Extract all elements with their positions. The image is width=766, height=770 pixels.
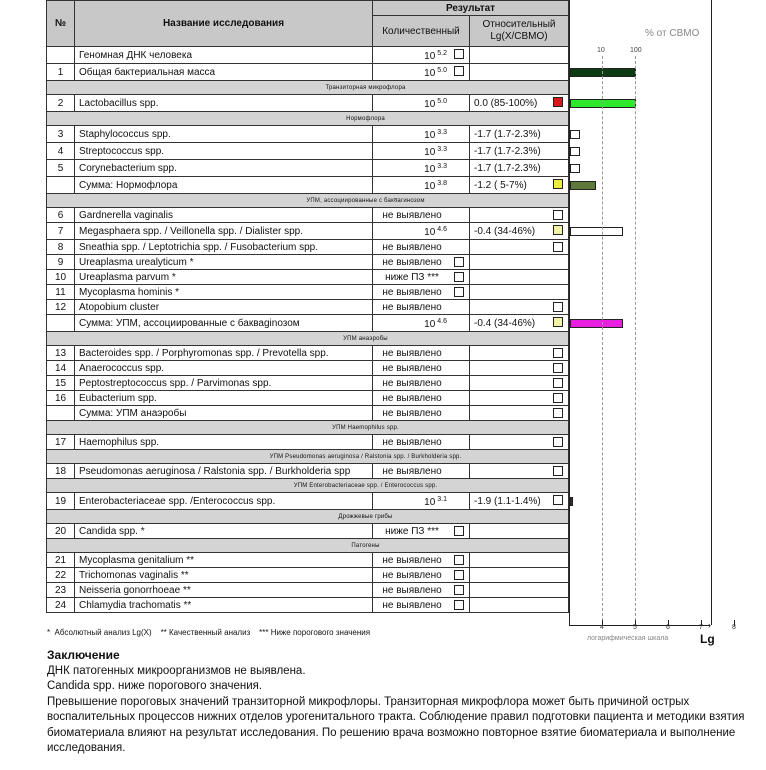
row-number: 4: [47, 143, 75, 160]
quantitative-result: [373, 435, 470, 450]
chart-bar: [570, 227, 623, 236]
qty-indicator-box: [454, 585, 464, 595]
table-row: [47, 255, 569, 270]
x-axis: [569, 625, 710, 626]
conclusion-line: Candida spp. ниже порогового значения.: [47, 680, 263, 692]
test-name: Mycoplasma genitalium **: [75, 553, 373, 568]
qty-exponent: 4.6: [437, 318, 447, 325]
qty-text: не выявлено: [382, 465, 442, 477]
relative-result: [470, 270, 569, 285]
qty-exponent: 5.0: [437, 98, 447, 105]
qty-indicator-box: [454, 49, 464, 59]
table-row: [47, 464, 569, 479]
quantitative-result: [373, 270, 470, 285]
qty-text: не выявлено: [382, 392, 442, 404]
row-number: 15: [47, 376, 75, 391]
row-number: 5: [47, 160, 75, 177]
quantitative-result: [373, 300, 470, 315]
pct-tick-label: 10: [597, 47, 605, 54]
qty-base: 10: [424, 51, 436, 62]
qty-text: не выявлено: [382, 301, 442, 313]
qty-base: 10: [424, 147, 436, 158]
table-row: [47, 553, 569, 568]
qty-indicator-box: [454, 600, 464, 610]
quantitative-result: [373, 598, 470, 613]
quantitative-result: [373, 553, 470, 568]
qty-text: не выявлено: [382, 554, 442, 566]
chart-bar: [570, 164, 580, 173]
bar-chart: [569, 0, 736, 646]
test-name: Anaerococcus spp.: [75, 361, 373, 376]
group-header-row: [47, 421, 569, 435]
relative-result: [470, 376, 569, 391]
quantitative-result: [373, 143, 470, 160]
relative-result: [470, 208, 569, 223]
table-row: [47, 240, 569, 255]
relative-indicator-box: [553, 242, 563, 252]
chart-bar: [570, 68, 636, 77]
relative-result: [470, 143, 569, 160]
qty-text: не выявлено: [382, 241, 442, 253]
test-name: Сумма: Нормофлора: [75, 177, 373, 194]
qty-text: не выявлено: [382, 347, 442, 359]
test-name: Haemophilus spp.: [75, 435, 373, 450]
log-scale-label: логарифмическая шкала: [587, 635, 669, 642]
qty-exponent: 3.8: [437, 180, 447, 187]
relative-value: -1.7 (1.7-2.3%): [474, 128, 541, 140]
relative-indicator-box: [553, 466, 563, 476]
quantitative-result: [373, 95, 470, 112]
row-number: [47, 47, 75, 64]
test-name: Trichomonas vaginalis **: [75, 568, 373, 583]
header-relative: Относительный Lg(X/СВМО): [470, 16, 569, 47]
row-number: 14: [47, 361, 75, 376]
qty-exponent: 3.1: [437, 496, 447, 503]
row-number: [47, 406, 75, 421]
relative-result: [470, 315, 569, 332]
qty-indicator-box: [454, 287, 464, 297]
qty-exponent: 3.3: [437, 146, 447, 153]
row-number: 23: [47, 583, 75, 598]
relative-result: [470, 64, 569, 81]
chart-bar: [570, 497, 573, 506]
test-name: Atopobium cluster: [75, 300, 373, 315]
row-number: 8: [47, 240, 75, 255]
quantitative-result: [373, 126, 470, 143]
relative-result: [470, 493, 569, 510]
qty-text: не выявлено: [382, 286, 442, 298]
chart-bar: [570, 147, 580, 156]
quantitative-result: [373, 64, 470, 81]
relative-result: [470, 160, 569, 177]
conclusion: [47, 648, 747, 757]
qty-base: 10: [424, 319, 436, 330]
qty-text: не выявлено: [382, 436, 442, 448]
row-number: 6: [47, 208, 75, 223]
relative-indicator-box: [553, 302, 563, 312]
relative-result: [470, 285, 569, 300]
qty-indicator-box: [454, 272, 464, 282]
row-number: 1: [47, 64, 75, 81]
qty-base: 10: [424, 497, 436, 508]
test-name: Bacteroides spp. / Porphyromonas spp. / Prevotella spp.: [75, 346, 373, 361]
table-row: [47, 406, 569, 421]
table-row: [47, 270, 569, 285]
group-label: Транзиторная микрофлора: [47, 81, 569, 95]
qty-indicator-box: [454, 555, 464, 565]
relative-value: -1.2 ( 5-7%): [474, 179, 527, 191]
table-row: [47, 598, 569, 613]
relative-result: [470, 47, 569, 64]
test-name: Peptostreptococcus spp. / Parvimonas spp.: [75, 376, 373, 391]
row-number: 19: [47, 493, 75, 510]
chart-bar: [570, 130, 580, 139]
quantitative-result: [373, 208, 470, 223]
gridline: [635, 56, 636, 626]
quantitative-result: [373, 524, 470, 539]
relative-indicator-box: [553, 348, 563, 358]
qty-exponent: 5.0: [437, 67, 447, 74]
relative-value: 0.0 (85-100%): [474, 97, 538, 109]
table-row: [47, 208, 569, 223]
test-name: Геномная ДНК человека: [75, 47, 373, 64]
test-name: Corynebacterium spp.: [75, 160, 373, 177]
row-number: 22: [47, 568, 75, 583]
header-quantitative: Количественный: [373, 16, 470, 47]
x-tick-label: 7: [699, 624, 703, 631]
qty-base: 10: [424, 227, 436, 238]
qty-text: ниже ПЗ ***: [385, 525, 439, 537]
qty-base: 10: [424, 130, 436, 141]
table-row: [47, 160, 569, 177]
relative-indicator-box: [553, 179, 563, 189]
chart-frame: [569, 0, 712, 625]
quantitative-result: [373, 583, 470, 598]
table-row: [47, 315, 569, 332]
quantitative-result: [373, 255, 470, 270]
relative-value: -0.4 (34-46%): [474, 317, 536, 329]
qty-text: не выявлено: [382, 569, 442, 581]
group-header-row: [47, 539, 569, 553]
group-header-row: [47, 450, 569, 464]
relative-result: [470, 598, 569, 613]
group-header-row: [47, 194, 569, 208]
quantitative-result: [373, 376, 470, 391]
row-number: 3: [47, 126, 75, 143]
x-tick-label: 4: [600, 624, 604, 631]
conclusion-title: Заключение: [47, 648, 120, 662]
test-name: Chlamydia trachomatis **: [75, 598, 373, 613]
group-header-row: [47, 332, 569, 346]
test-name: Gardnerella vaginalis: [75, 208, 373, 223]
header-num: №: [47, 1, 75, 47]
row-number: 10: [47, 270, 75, 285]
x-axis-label: Lg: [700, 632, 715, 646]
test-name: Ureaplasma parvum *: [75, 270, 373, 285]
relative-result: [470, 406, 569, 421]
test-name: Ureaplasma urealyticum *: [75, 255, 373, 270]
table-row: [47, 493, 569, 510]
header-result: Результат: [373, 1, 569, 16]
table-row: [47, 223, 569, 240]
table-row: [47, 95, 569, 112]
header-name: Название исследования: [75, 1, 373, 47]
relative-result: [470, 464, 569, 479]
table-row: [47, 143, 569, 160]
axis-arrow-icon: ›: [708, 620, 711, 630]
qty-indicator-box: [454, 257, 464, 267]
quantitative-result: [373, 315, 470, 332]
qty-text: ниже ПЗ ***: [385, 271, 439, 283]
relative-indicator-box: [553, 378, 563, 388]
relative-result: [470, 524, 569, 539]
pct-tick-label: 100: [630, 47, 642, 54]
table-row: [47, 376, 569, 391]
table-row: [47, 64, 569, 81]
relative-indicator-box: [553, 408, 563, 418]
relative-result: [470, 346, 569, 361]
footnote: * Абсолютный анализ Lg(X) ** Качественный анализ *** Ниже порогового значения: [47, 628, 371, 637]
quantitative-result: [373, 464, 470, 479]
qty-base: 10: [424, 68, 436, 79]
relative-indicator-box: [553, 225, 563, 235]
results-table: [46, 0, 569, 613]
group-header-row: [47, 510, 569, 524]
relative-value: -0.4 (34-46%): [474, 225, 536, 237]
quantitative-result: [373, 391, 470, 406]
test-name: Sneathia spp. / Leptotrichia spp. / Fusobacterium spp.: [75, 240, 373, 255]
table-row: [47, 568, 569, 583]
test-name: Neisseria gonorrhoeae **: [75, 583, 373, 598]
group-header-row: [47, 479, 569, 493]
relative-value: -1.7 (1.7-2.3%): [474, 145, 541, 157]
chart-bar: [570, 181, 596, 190]
x-tick-label: 8: [732, 624, 736, 631]
row-number: 7: [47, 223, 75, 240]
qty-text: не выявлено: [382, 256, 442, 268]
row-number: 21: [47, 553, 75, 568]
table-row: [47, 524, 569, 539]
qty-text: не выявлено: [382, 209, 442, 221]
chart-bar: [570, 99, 636, 108]
relative-indicator-box: [553, 210, 563, 220]
row-number: 2: [47, 95, 75, 112]
row-number: 13: [47, 346, 75, 361]
group-label: Дрожжевые грибы: [47, 510, 569, 524]
relative-result: [470, 568, 569, 583]
relative-result: [470, 177, 569, 194]
quantitative-result: [373, 406, 470, 421]
relative-result: [470, 300, 569, 315]
test-name: Megasphaera spp. / Veillonella spp. / Dialister spp.: [75, 223, 373, 240]
table-row: [47, 391, 569, 406]
quantitative-result: [373, 160, 470, 177]
group-header-row: [47, 81, 569, 95]
qty-exponent: 4.6: [437, 226, 447, 233]
test-name: Сумма: УПМ, ассоциированные с бакваginозом: [75, 315, 373, 332]
table-row: [47, 285, 569, 300]
row-number: 9: [47, 255, 75, 270]
qty-indicator-box: [454, 570, 464, 580]
quantitative-result: [373, 47, 470, 64]
relative-indicator-box: [553, 393, 563, 403]
conclusion-line: ДНК патогенных микроорганизмов не выявлена.: [47, 664, 306, 677]
group-label: Патогены: [47, 539, 569, 553]
relative-indicator-box: [553, 97, 563, 107]
test-name: Staphylococcus spp.: [75, 126, 373, 143]
relative-result: [470, 126, 569, 143]
relative-indicator-box: [553, 363, 563, 373]
relative-value: -1.7 (1.7-2.3%): [474, 162, 541, 174]
qty-base: 10: [424, 164, 436, 175]
row-number: 18: [47, 464, 75, 479]
chart-title: % от СВМО: [645, 28, 700, 39]
qty-indicator-box: [454, 66, 464, 76]
relative-result: [470, 583, 569, 598]
qty-text: не выявлено: [382, 599, 442, 611]
gridline: [602, 56, 603, 626]
table-row: [47, 47, 569, 64]
quantitative-result: [373, 568, 470, 583]
quantitative-result: [373, 361, 470, 376]
quantitative-result: [373, 285, 470, 300]
test-name: Pseudomonas aeruginosa / Ralstonia spp. / Burkholderia spp: [75, 464, 373, 479]
table-row: [47, 177, 569, 194]
qty-text: не выявлено: [382, 362, 442, 374]
chart-bar: [570, 319, 623, 328]
relative-result: [470, 223, 569, 240]
results-body: [47, 47, 569, 613]
table-row: [47, 346, 569, 361]
x-tick-label: 6: [666, 624, 670, 631]
test-name: Mycoplasma hominis *: [75, 285, 373, 300]
row-number: 20: [47, 524, 75, 539]
group-label: Нормофлора: [47, 112, 569, 126]
x-tick-label: 5: [633, 624, 637, 631]
quantitative-result: [373, 177, 470, 194]
row-number: 11: [47, 285, 75, 300]
relative-result: [470, 255, 569, 270]
qty-exponent: 5.2: [437, 50, 447, 57]
group-header-row: [47, 112, 569, 126]
qty-text: не выявлено: [382, 377, 442, 389]
qty-indicator-box: [454, 526, 464, 536]
relative-indicator-box: [553, 495, 563, 505]
table-row: [47, 361, 569, 376]
test-name: Eubacterium spp.: [75, 391, 373, 406]
group-label: УПМ Enterobacteriaceae spp. / Enterococcus spp.: [47, 479, 569, 493]
qty-text: не выявлено: [382, 407, 442, 419]
test-name: Сумма: УПМ анаэробы: [75, 406, 373, 421]
relative-indicator-box: [553, 437, 563, 447]
quantitative-result: [373, 223, 470, 240]
table-row: [47, 300, 569, 315]
quantitative-result: [373, 240, 470, 255]
relative-result: [470, 553, 569, 568]
relative-result: [470, 435, 569, 450]
table-row: [47, 126, 569, 143]
relative-result: [470, 361, 569, 376]
qty-base: 10: [424, 181, 436, 192]
group-label: УПМ анаэробы: [47, 332, 569, 346]
relative-value: -1.9 (1.1-1.4%): [474, 495, 541, 507]
relative-result: [470, 391, 569, 406]
test-name: Streptococcus spp.: [75, 143, 373, 160]
qty-base: 10: [424, 99, 436, 110]
qty-exponent: 3.3: [437, 129, 447, 136]
quantitative-result: [373, 346, 470, 361]
test-name: Общая бактериальная масса: [75, 64, 373, 81]
test-name: Candida spp. *: [75, 524, 373, 539]
quantitative-result: [373, 493, 470, 510]
test-name: Lactobacillus spp.: [75, 95, 373, 112]
qty-exponent: 3.3: [437, 163, 447, 170]
group-label: УПМ, ассоциированные с бакवагинозом: [47, 194, 569, 208]
row-number: [47, 315, 75, 332]
relative-result: [470, 95, 569, 112]
row-number: 24: [47, 598, 75, 613]
conclusion-line: Превышение пороговых значений транзиторной микрофлоры. Транзиторная микрофлора может быть причиной острых воспалительных процессов нижних отделов урогенитального тракта. Соблюдение правил подготовки пациента и методики взятия биоматериала влияют на результат исследования. По решению врача возможно повторное взятие биоматериала и выполнение исследования.: [47, 695, 745, 754]
row-number: 12: [47, 300, 75, 315]
qty-text: не выявлено: [382, 584, 442, 596]
row-number: 16: [47, 391, 75, 406]
relative-indicator-box: [553, 317, 563, 327]
test-name: Enterobacteriaceae spp. /Enterococcus spp.: [75, 493, 373, 510]
group-label: УПМ Haemophilus spp.: [47, 421, 569, 435]
relative-result: [470, 240, 569, 255]
table-row: [47, 435, 569, 450]
row-number: [47, 177, 75, 194]
table-row: [47, 583, 569, 598]
row-number: 17: [47, 435, 75, 450]
group-label: УПМ Pseudomonas aeruginosa / Ralstonia spp. / Burkholderia spp.: [47, 450, 569, 464]
